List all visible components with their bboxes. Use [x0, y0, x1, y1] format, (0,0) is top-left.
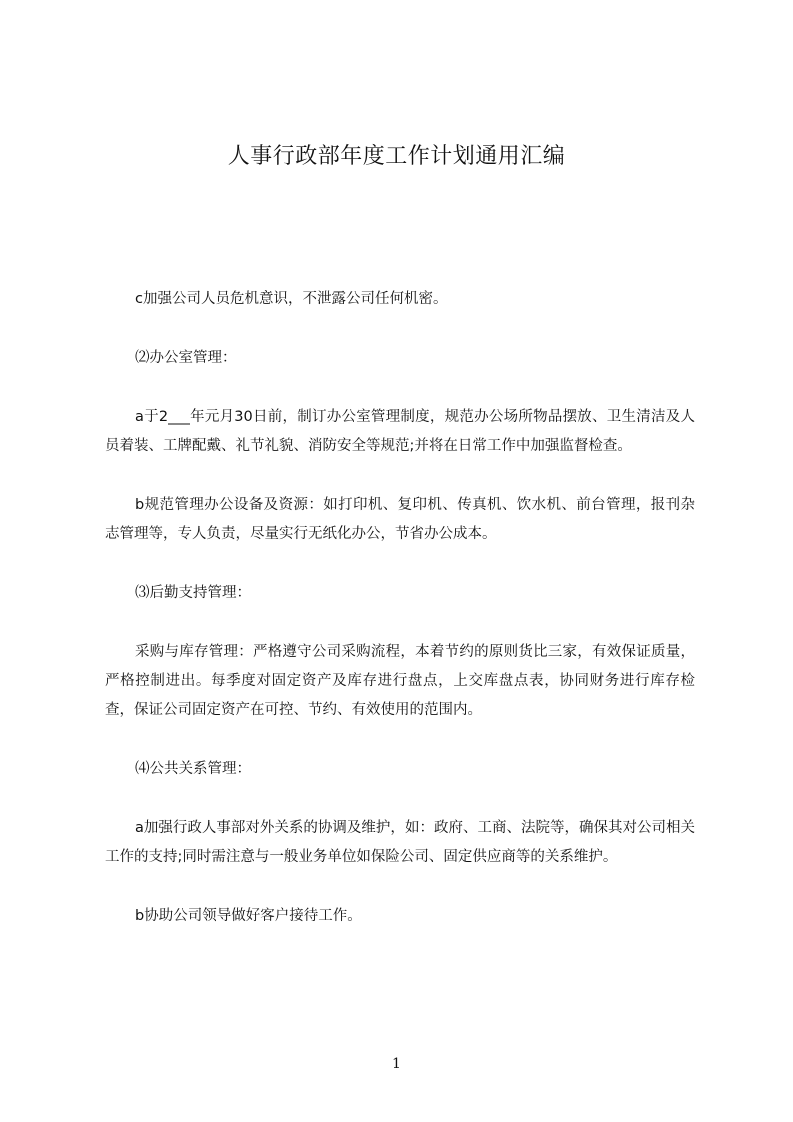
document-body [105, 285, 695, 961]
section-heading-public-relations: ⑷公共关系管理： [135, 761, 251, 777]
paragraph-external-relations: a加强行政人事部对外关系的协调及维护，如：政府、工商、法院等，确保其对公司相关工作的支持;同时需注意与一般业务单位如保险公司、固定供应商等的关系维护。 [105, 820, 695, 865]
section-heading-office-management: ⑵办公室管理： [135, 350, 237, 366]
paragraph-procurement: 采购与库存管理：严格遵守公司采购流程，本着节约的原则货比三家，有效保证质量，严格控制进出。每季度对固定资产及库存进行盘点，上交库盘点表，协同财务进行库存检查，保证公司固定资产在可控、节约、有效使用的范围内。 [105, 644, 695, 718]
paragraph-office-rules: a于2___年元月30日前，制订办公室管理制度，规范办公场所物品摆放、卫生清洁及人员着装、工牌配戴、礼节礼貌、消防安全等规范;并将在日常工作中加强监督检查。 [105, 409, 695, 454]
paragraph-office-equipment: b规范管理办公设备及资源：如打印机、复印机、传真机、饮水机、前台管理，报刊杂志管理等，专人负责，尽量实行无纸化办公，节省办公成本。 [105, 497, 695, 542]
document-title: 人事行政部年度工作计划通用汇编 [227, 144, 566, 169]
paragraph-client-reception: b协助公司领导做好客户接待工作。 [135, 908, 362, 924]
page-number: 1 [392, 1056, 401, 1072]
paragraph-confidentiality: c加强公司人员危机意识，不泄露公司任何机密。 [135, 291, 448, 307]
section-heading-logistics: ⑶后勤支持管理： [135, 585, 251, 601]
